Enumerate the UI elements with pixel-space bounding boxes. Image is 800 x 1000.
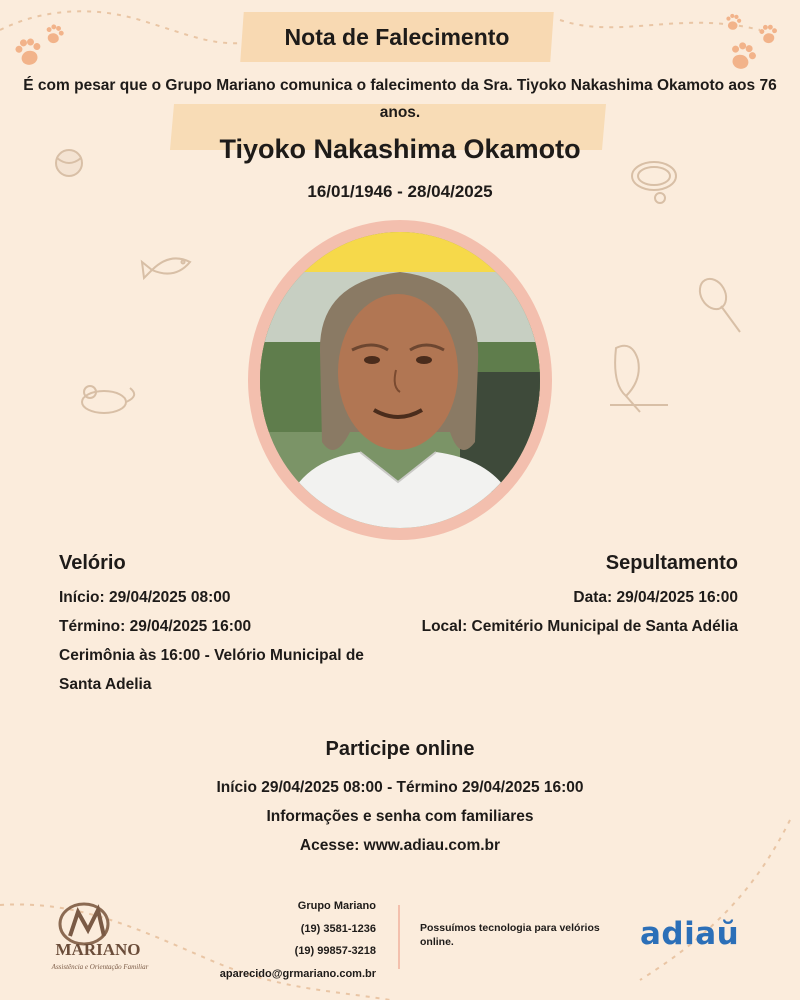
wake-ceremony-place: Santa Adelia — [59, 676, 152, 693]
bird-icon — [610, 346, 668, 412]
phone-1[interactable]: (19) 3581-1236 — [300, 922, 376, 935]
intro-text: É com pesar que o Grupo Mariano comunica o falecimento da Sra. Tiyoko Nakashima Okamoto aos 76 anos. — [23, 77, 777, 121]
wake-heading: Velório — [59, 552, 126, 574]
mariano-logo — [44, 902, 156, 974]
fish-icon — [142, 258, 190, 278]
logo-subtitle: Assistência e Orientação Familiar — [51, 963, 149, 971]
life-dates: 16/01/1946 - 28/04/2025 — [307, 182, 493, 201]
company-name: Grupo Mariano — [297, 900, 376, 912]
burial-heading: Sepultamento — [605, 552, 738, 574]
logo-text: MARIANO — [55, 940, 141, 959]
wake-section — [59, 552, 389, 699]
adiau-logo[interactable]: adiaŭ — [640, 916, 740, 952]
online-times: Início 29/04/2025 08:00 - Término 29/04/2025 16:00 — [216, 779, 584, 796]
portrait-photo — [260, 232, 540, 528]
brush-icon — [695, 274, 740, 332]
footer-divider — [398, 905, 400, 969]
online-info: Informações e senha com familiares — [266, 808, 534, 825]
mouse-icon — [82, 386, 134, 413]
burial-date: Data: 29/04/2025 16:00 — [573, 589, 738, 606]
wake-end: Término: 29/04/2025 16:00 — [59, 618, 252, 635]
ball-icon — [56, 150, 82, 176]
burial-place: Local: Cemitério Municipal de Santa Adélia — [421, 618, 738, 635]
page-title: Nota de Falecimento — [284, 23, 510, 50]
contact-block — [200, 895, 376, 985]
email-link[interactable]: aparecido@grmariano.com.br — [219, 967, 376, 980]
deceased-name: Tiyoko Nakashima Okamoto — [219, 134, 581, 164]
online-section — [100, 738, 700, 860]
wake-ceremony: Cerimônia às 16:00 - Velório Municipal de — [59, 647, 364, 664]
online-access-link[interactable]: Acesse: www.adiau.com.br — [299, 837, 501, 854]
online-heading: Participe online — [325, 738, 475, 760]
wake-start: Início: 29/04/2025 08:00 — [59, 589, 231, 606]
portrait-illustration — [260, 232, 540, 528]
tech-note: Possuímos tecnologia para velórios online. — [420, 922, 600, 948]
collar-icon — [632, 162, 676, 203]
burial-section — [378, 552, 738, 641]
portrait-frame — [248, 220, 552, 540]
phone-2[interactable]: (19) 99857-3218 — [294, 945, 376, 957]
